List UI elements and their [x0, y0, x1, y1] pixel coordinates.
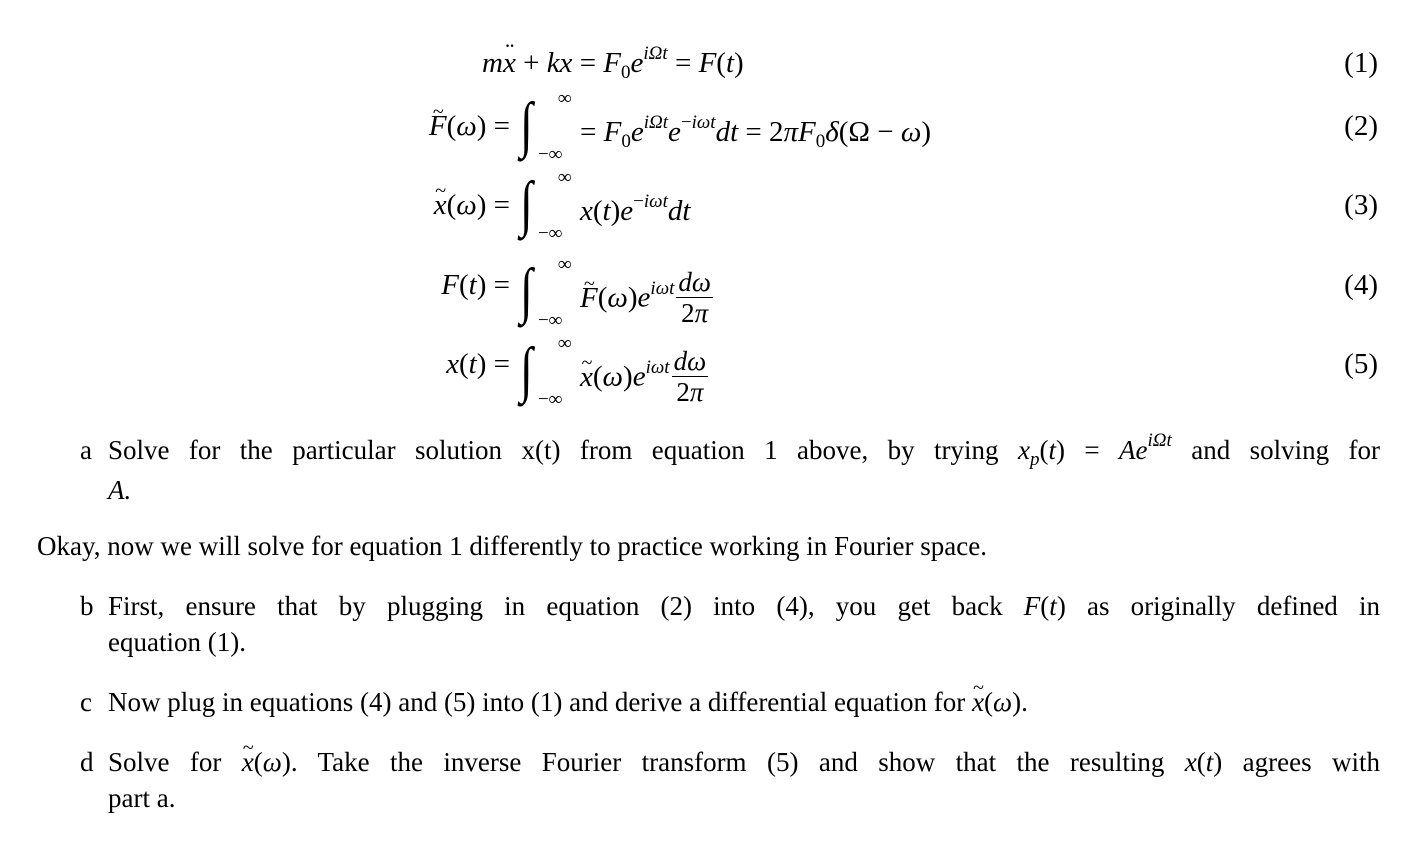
equation-1-body: m¨ x + kx = $F_0e^{i\Omega t} = F(t)$ [482, 48, 744, 82]
trial-solution-math: $x_p(t) = Ae^{i\Omega t}$ [1017, 430, 1172, 470]
equation-4 [0, 253, 1420, 350]
equation-3 [0, 167, 1420, 270]
equation-2-lhs: ~ F(ω) = [429, 111, 510, 141]
equation-2-number: (2) [1344, 110, 1378, 142]
x-tilde-math-d: ~ x(ω) [242, 747, 291, 777]
x-of-t-math: x(t) [1184, 747, 1223, 777]
part-c-text: Now plug in equations (4) and (5) into (1) and derive a differential equation for ~ x(ω). [108, 684, 1380, 720]
equation-4-lhs: F(t) = [441, 269, 510, 301]
part-d-label: d [80, 747, 94, 777]
equation-5-lhs: x(t) = [446, 348, 510, 380]
equation-4-rhs: ∫ ∞ −∞ ~ $F(\omega)e^{i\omega t}$ $\frac{d\omega}{2\pi}$ [518, 270, 713, 330]
part-d-text: Solve for ~ x(ω). Take the inverse Fourier transform (5) and show that the resulting x(t) agrees with part a. [108, 744, 1380, 816]
part-c-label: c [80, 687, 92, 717]
part-b-line-2: equation (1). [108, 627, 246, 657]
part-a-text: Solve for the particular solution x(t) from equation 1 above, by trying $x_p(t) = Ae^{i\Omega t}$ and solving for A. [108, 432, 1380, 508]
part-d [80, 744, 1380, 824]
part-b-text: First, ensure that by plugging in equation (2) into (4), you get back F(t) as originally defined in equation (1). [108, 588, 1380, 660]
intro-paragraph: Okay, now we will solve for equation 1 differently to practice working in Fourier space. [37, 531, 987, 561]
force-math: F(t) [1023, 591, 1066, 621]
equation-2 [0, 88, 1420, 191]
equation-5-rhs: ∫ ∞ −∞ ~ $x(\omega)e^{i\omega t}$ $\frac{d\omega}{2\pi}$ [518, 349, 708, 409]
equation-4-number: (4) [1344, 269, 1378, 301]
equation-5-number: (5) [1344, 348, 1378, 380]
part-b [80, 588, 1380, 668]
part-a-label: a [80, 435, 92, 465]
part-b-label: b [80, 591, 94, 621]
part-c [80, 684, 1380, 724]
x-tilde-math: ~ x(ω) [972, 687, 1021, 717]
equation-3-lhs: ~ x(ω) = [434, 190, 510, 220]
equation-5 [0, 332, 1420, 429]
part-a-line-2: A. [108, 475, 132, 505]
equation-1-number: (1) [1344, 47, 1378, 79]
equation-3-number: (3) [1344, 189, 1378, 221]
equation-3-rhs: ∫ ∞ −∞ $x(t)e^{-i\omega t}dt$ [520, 167, 691, 244]
part-d-line-2: part a. [108, 783, 176, 813]
equation-2-rhs: ∫ ∞ −∞ = $F_0e^{i\Omega t}e^{-i\omega t}dt = 2\pi F_0\delta(\Omega - \omega)$ [520, 88, 931, 165]
part-a [80, 432, 1380, 512]
